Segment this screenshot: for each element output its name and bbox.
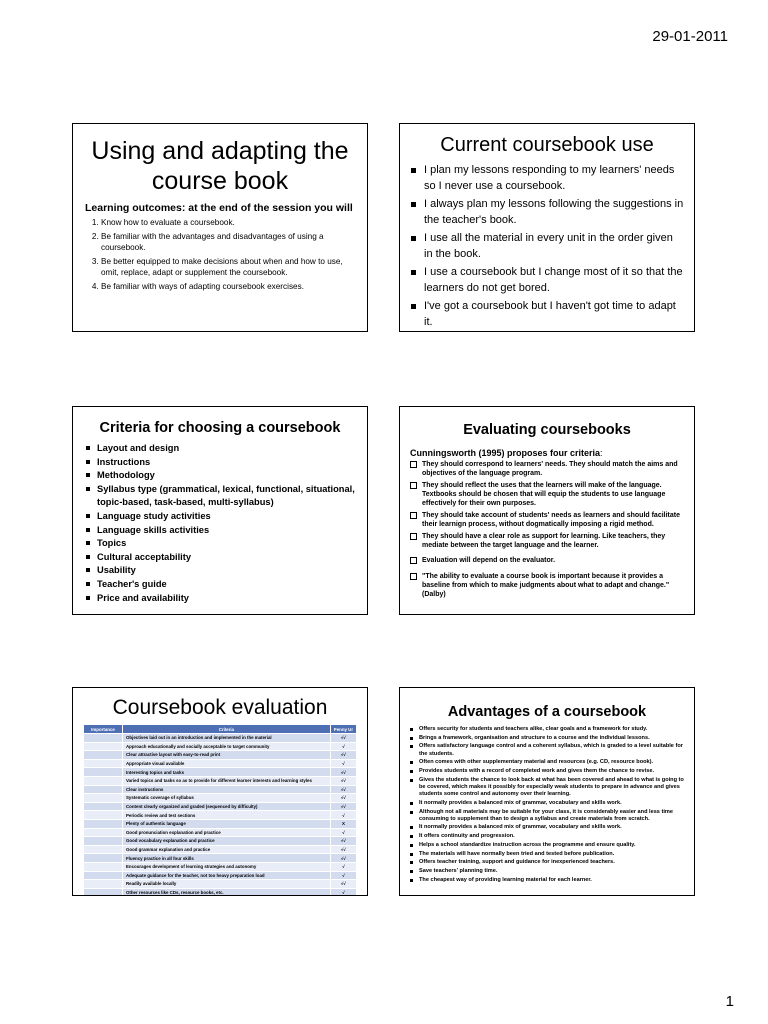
importance-cell — [84, 819, 123, 828]
importance-cell — [84, 880, 123, 889]
list-item: Evaluation will depend on the evaluator. — [410, 556, 684, 565]
list-item: Language study activities — [85, 510, 357, 524]
list-item: Instructions — [85, 456, 357, 470]
list-item: I always plan my lessons following the suggestions in the teacher's book. — [410, 197, 684, 228]
table-row — [84, 794, 357, 803]
table-row — [84, 802, 357, 811]
criteria-cell: Content clearly organized and graded (sequenced by difficulty) — [123, 802, 331, 811]
learning-outcomes-heading: Learning outcomes: at the end of the session you will — [85, 202, 353, 214]
slide-title: Current coursebook use — [440, 134, 654, 156]
importance-cell — [84, 734, 123, 743]
list-item: Offers teacher training, support and guidance for inexperienced teachers. — [410, 859, 684, 866]
list-item: Provides students with a record of completed work and gives them the chance to revise. — [410, 768, 684, 775]
table-row — [84, 751, 357, 760]
table-row — [84, 871, 357, 880]
importance-cell — [84, 854, 123, 863]
table-row — [84, 837, 357, 846]
list-item: Syllabus type (grammatical, lexical, functional, situational, topic-based, task-based, multi-syllabus) — [85, 483, 357, 510]
slide-title: Evaluating coursebooks — [463, 422, 631, 438]
importance-cell — [84, 751, 123, 760]
penny-ur-cell: √√ — [330, 837, 356, 846]
list-item: They should reflect the uses that the learners will make of the language. Textbooks should be chosen that will equip the students to use language effectively for their own purposes. — [410, 481, 684, 509]
page-date: 29-01-2011 — [652, 28, 728, 45]
page-number: 1 — [725, 993, 734, 1010]
penny-ur-cell: √ — [330, 759, 356, 768]
importance-cell — [84, 871, 123, 880]
penny-ur-cell: √ — [330, 871, 356, 880]
penny-ur-cell: √√ — [330, 854, 356, 863]
list-item: The cheapest way of providing learning material for each learner. — [410, 877, 684, 884]
slide-criteria-choosing — [72, 406, 368, 615]
table-body — [84, 734, 357, 897]
list-item: It normally provides a balanced mix of grammar, vocabulary and skills work. — [410, 800, 684, 807]
slide-title: Coursebook evaluation — [112, 696, 328, 719]
list-item: Methodology — [85, 469, 357, 483]
list-item: Offers satisfactory language control and a coherent syllabus, which is graded to a level suitable for the students. — [410, 743, 684, 757]
importance-cell — [84, 837, 123, 846]
list-item: Language skills activities — [85, 524, 357, 538]
slide-evaluating-coursebooks — [399, 406, 695, 615]
slide-coursebook-evaluation — [72, 687, 368, 896]
table-row — [84, 759, 357, 768]
column-header: Importance — [84, 725, 123, 734]
slide-title: Advantages of a coursebook — [447, 704, 647, 720]
penny-ur-cell: √√ — [330, 768, 356, 777]
importance-cell — [84, 862, 123, 871]
criteria-cell: Clear attractive layout with easy-to-read print — [123, 751, 331, 760]
importance-cell — [84, 828, 123, 837]
slide-title: Using and adapting the course book — [91, 137, 349, 195]
list-item: It offers continuity and progression. — [410, 833, 684, 840]
criteria-cell: Other resources like CDs, resource books, etc. — [123, 888, 331, 896]
column-header: Penny Ur — [330, 725, 356, 734]
table-row — [84, 742, 357, 751]
penny-ur-cell: √ — [330, 811, 356, 820]
bullet-list — [410, 163, 684, 330]
list-item: 2. Be familiar with the advantages and disadvantages of using a coursebook. — [101, 231, 357, 253]
criteria-cell: Clear instructions — [123, 785, 331, 794]
list-item: The materials will have normally been tried and tested before publication. — [410, 851, 684, 858]
table-row — [84, 768, 357, 777]
importance-cell — [84, 742, 123, 751]
penny-ur-cell: √√ — [330, 802, 356, 811]
table-row — [84, 811, 357, 820]
list-item: I use a coursebook but I change most of it so that the learners do not get bored. — [410, 265, 684, 296]
list-item: Cultural acceptability — [85, 551, 357, 565]
evaluation-table — [83, 724, 357, 896]
list-item: Helps a school standardize instruction across the programme and ensure quality. — [410, 842, 684, 849]
intro-text — [410, 448, 684, 458]
learning-outcomes-list — [73, 217, 367, 292]
criteria-cell: Fluency practice in all four skills — [123, 854, 331, 863]
criteria-cell: Good vocabulary explanation and practice — [123, 837, 331, 846]
column-header: Criteria — [123, 725, 331, 734]
criteria-cell: Interesting topics and tasks — [123, 768, 331, 777]
criteria-cell: Good pronunciation explanation and practice — [123, 828, 331, 837]
list-item: Topics — [85, 537, 357, 551]
importance-cell — [84, 845, 123, 854]
criteria-cell: Appropriate visual available — [123, 759, 331, 768]
list-item: Save teachers' planning time. — [410, 868, 684, 875]
penny-ur-cell: √√ — [330, 734, 356, 743]
table-row — [84, 828, 357, 837]
table-row — [84, 776, 357, 785]
criteria-cell: Encourages development of learning strategies and autonomy — [123, 862, 331, 871]
list-item: Although not all materials may be suitable for your class, it is considerably easier and less time consuming to supplement than to design a syllabus and create materials from scratch. — [410, 809, 684, 823]
bullet-list — [85, 442, 357, 605]
list-item: Brings a framework, organisation and structure to a course and the individual lessons. — [410, 735, 684, 742]
intro-bold: Cunningsworth (1995) proposes four criteria — [410, 448, 601, 458]
criteria-cell: Objectives laid out in an introduction and implemented in the material — [123, 734, 331, 743]
criteria-cell: Adequate guidance for the teacher, not too heavy preparation load — [123, 871, 331, 880]
list-item: Price and availability — [85, 592, 357, 606]
penny-ur-cell: √√ — [330, 785, 356, 794]
table-row — [84, 888, 357, 896]
checkbox-list — [410, 460, 684, 599]
list-item: Gives the students the chance to look back at what has been covered and ahead to what is going to be covered, which makes it possibly for especially weak students to prepare in advance and gives students some control and autonomy over their learning. — [410, 777, 684, 799]
table-row — [84, 845, 357, 854]
slide-current-coursebook-use — [399, 123, 695, 332]
list-item: Teacher's guide — [85, 578, 357, 592]
penny-ur-cell: X — [330, 819, 356, 828]
list-item: Layout and design — [85, 442, 357, 456]
penny-ur-cell: √√ — [330, 880, 356, 889]
penny-ur-cell: √ — [330, 828, 356, 837]
slide-using-and-adapting — [72, 123, 368, 332]
list-item: They should correspond to learners' needs. They should match the aims and objectives of the language program. — [410, 460, 684, 478]
list-item: "The ability to evaluate a course book is important because it provides a baseline from which to make judgments about what to adapt and change." (Dalby) — [410, 572, 684, 600]
penny-ur-cell: √√ — [330, 751, 356, 760]
list-item: 4. Be familiar with ways of adapting coursebook exercises. — [101, 281, 357, 292]
table-row — [84, 854, 357, 863]
list-item: Usability — [85, 564, 357, 578]
criteria-cell: Varied topics and tasks so as to provide for different learner interests and learning styles — [123, 776, 331, 785]
penny-ur-cell: √√ — [330, 845, 356, 854]
list-item: I use all the material in every unit in the order given in the book. — [410, 231, 684, 262]
list-item: They should take account of students' needs as learners and should facilitate their learnign process, without dogmatically imposing a rigid method. — [410, 511, 684, 529]
table-row — [84, 819, 357, 828]
importance-cell — [84, 888, 123, 896]
importance-cell — [84, 768, 123, 777]
list-item: 3. Be better equipped to make decisions about when and how to use, omit, replace, adapt or supplement the coursebook. — [101, 256, 357, 278]
bullet-list — [410, 726, 684, 884]
list-item: They should have a clear role as support for learning. Like teachers, they mediate between the target language and the learner. — [410, 532, 684, 550]
criteria-cell: Systematic coverage of syllabus — [123, 794, 331, 803]
penny-ur-cell: √ — [330, 888, 356, 896]
slide-advantages — [399, 687, 695, 896]
slide-title: Criteria for choosing a coursebook — [99, 420, 341, 436]
table-row — [84, 734, 357, 743]
criteria-cell: Good grammar explanation and practice — [123, 845, 331, 854]
list-item: I've got a coursebook but I haven't got time to adapt it. — [410, 299, 684, 330]
importance-cell — [84, 776, 123, 785]
criteria-cell: Plenty of authentic language — [123, 819, 331, 828]
importance-cell — [84, 785, 123, 794]
list-item: It normally provides a balanced mix of grammar, vocabulary and skills work. — [410, 824, 684, 831]
penny-ur-cell: √ — [330, 862, 356, 871]
table-row — [84, 880, 357, 889]
penny-ur-cell: √√ — [330, 794, 356, 803]
intro-colon: : — [600, 448, 603, 458]
penny-ur-cell: √ — [330, 742, 356, 751]
importance-cell — [84, 802, 123, 811]
table-row — [84, 862, 357, 871]
list-item: 1. Know how to evaluate a coursebook. — [101, 217, 357, 228]
list-item: Offers security for students and teachers alike, clear goals and a framework for study. — [410, 726, 684, 733]
list-item: I plan my lessons responding to my learners' needs so I never use a coursebook. — [410, 163, 684, 194]
criteria-cell: Periodic review and test sections — [123, 811, 331, 820]
criteria-cell: Readily available locally — [123, 880, 331, 889]
table-row — [84, 785, 357, 794]
list-item: Often comes with other supplementary material and resources (e.g. CD, resource book). — [410, 759, 684, 766]
penny-ur-cell: √√ — [330, 776, 356, 785]
importance-cell — [84, 794, 123, 803]
criteria-cell: Approach educationally and socially acceptable to target community — [123, 742, 331, 751]
importance-cell — [84, 811, 123, 820]
importance-cell — [84, 759, 123, 768]
